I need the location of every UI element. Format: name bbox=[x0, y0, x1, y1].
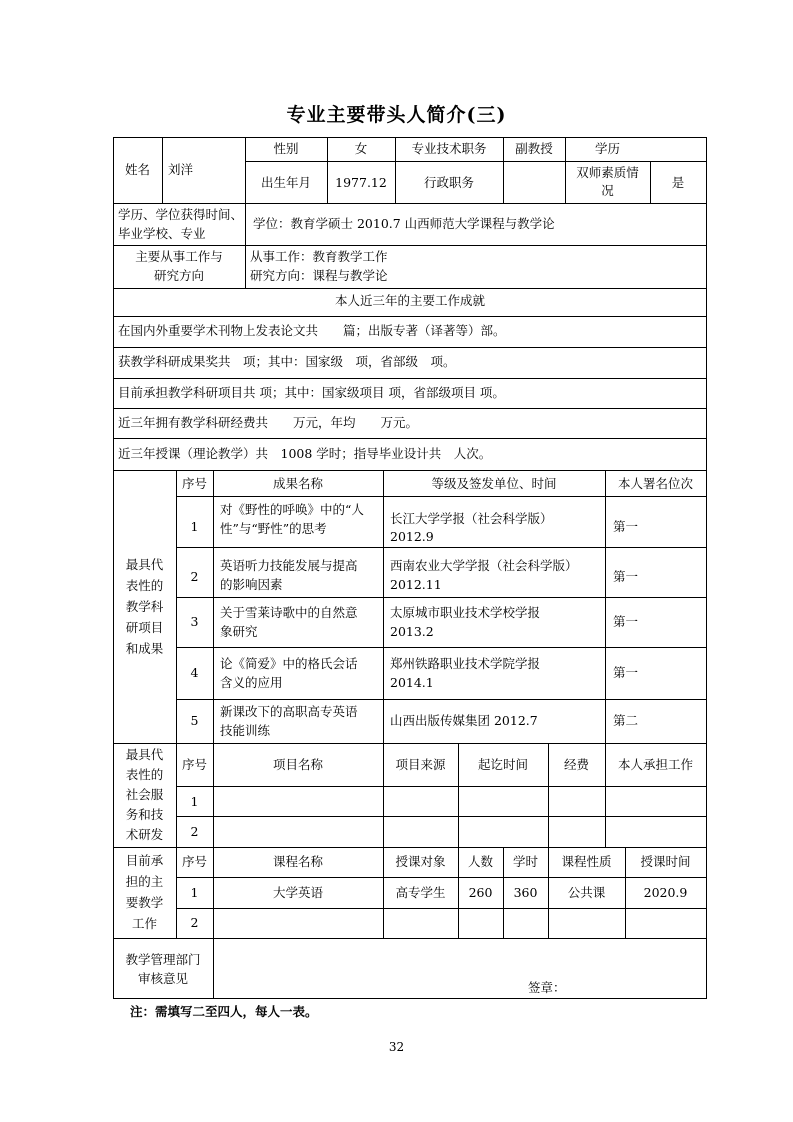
teaching-header-no: 序号 bbox=[181, 854, 207, 869]
rep-row-name-line1: 新课改下的高职高专英语 bbox=[220, 704, 358, 719]
review-label-line1: 教学管理部门 bbox=[125, 952, 201, 967]
dual-label-line1: 双师素质情 bbox=[576, 165, 639, 180]
teaching-header-time: 授课时间 bbox=[640, 854, 691, 869]
rep-header-rank: 本人署名位次 bbox=[617, 476, 693, 491]
teaching-row-no: 2 bbox=[190, 915, 199, 930]
birth-value: 1977.12 bbox=[335, 175, 387, 190]
research-field: 研究方向：课程与教学论 bbox=[250, 268, 388, 283]
social-header-role: 本人承担工作 bbox=[617, 757, 693, 772]
teaching-row-time: 2020.9 bbox=[643, 885, 688, 900]
degree-label-line2: 毕业学校、专业 bbox=[118, 226, 206, 241]
rep-row-name-line2: 象研究 bbox=[220, 624, 258, 639]
birth-label: 出生年月 bbox=[260, 175, 311, 190]
page-number: 32 bbox=[388, 1040, 405, 1054]
rep-row-name-line1: 论《简爱》中的格氏会话 bbox=[220, 656, 358, 671]
dual-label-line2: 况 bbox=[601, 183, 614, 198]
name-value: 刘洋 bbox=[168, 162, 194, 177]
rep-row-no: 1 bbox=[190, 519, 199, 534]
rep-row-unit-line1: 西南农业大学学报（社会科学版） bbox=[390, 558, 578, 573]
rep-row-no: 4 bbox=[190, 665, 199, 680]
name-label: 姓名 bbox=[124, 162, 150, 177]
social-label-4: 务和技 bbox=[125, 807, 164, 822]
rep-row-unit-line2: 2012.11 bbox=[390, 577, 442, 592]
achievement-line: 目前承担教学科研项目共 项；其中：国家级项目 项，省部级项目 项。 bbox=[118, 385, 505, 400]
rep-row-unit-line1: 长江大学学报（社会科学版） bbox=[390, 511, 553, 526]
rep-row-no: 2 bbox=[190, 569, 199, 584]
footnote: 注：需填写二至四人，每人一表。 bbox=[130, 1004, 318, 1019]
rep-row-rank: 第一 bbox=[613, 569, 639, 584]
social-label-3: 社会服 bbox=[125, 787, 164, 802]
tech-title-label: 专业技术职务 bbox=[411, 141, 487, 156]
work-label-line1: 主要从事工作与 bbox=[135, 249, 223, 264]
teaching-row-count: 260 bbox=[468, 885, 493, 900]
teaching-header-course: 课程名称 bbox=[272, 854, 323, 869]
teaching-label-2: 担的主 bbox=[125, 874, 164, 889]
education-label: 学历 bbox=[594, 141, 620, 156]
rep-row-name-line2: 含义的应用 bbox=[220, 675, 283, 690]
signature-label: 签章： bbox=[528, 980, 566, 995]
gender-value: 女 bbox=[354, 141, 368, 156]
teaching-header-hours: 学时 bbox=[512, 854, 538, 869]
social-header-source: 项目来源 bbox=[395, 757, 446, 772]
rep-label-1: 最具代 bbox=[125, 557, 164, 572]
page-title: 专业主要带头人简介(三) bbox=[286, 104, 507, 126]
rep-row-unit-line2: 2014.1 bbox=[390, 675, 434, 690]
rep-header-name: 成果名称 bbox=[272, 476, 323, 491]
degree-label-line1: 学历、学位获得时间、 bbox=[118, 207, 244, 222]
teaching-row-no: 1 bbox=[190, 885, 199, 900]
gender-label: 性别 bbox=[273, 141, 299, 156]
dual-value: 是 bbox=[671, 175, 685, 190]
teaching-label-1: 目前承 bbox=[125, 853, 164, 868]
rep-row-rank: 第一 bbox=[613, 519, 639, 534]
social-row-no: 2 bbox=[190, 824, 199, 839]
social-label-1: 最具代 bbox=[125, 747, 164, 762]
teaching-header-count: 人数 bbox=[467, 854, 493, 869]
rep-row-unit-line2: 2013.2 bbox=[390, 624, 434, 639]
social-header-period: 起讫时间 bbox=[477, 757, 528, 772]
achievement-line: 近三年授课（理论教学）共 1008 学时；指导毕业设计共 人次。 bbox=[118, 446, 492, 461]
rep-row-name-line2: 技能训练 bbox=[220, 723, 271, 738]
rep-label-2: 表性的 bbox=[125, 578, 164, 593]
achievements-header: 本人近三年的主要工作成就 bbox=[334, 293, 485, 308]
rep-row-unit-line1: 太原城市职业技术学校学报 bbox=[390, 605, 541, 620]
rep-row-name-line2: 的影响因素 bbox=[220, 577, 283, 592]
tech-title-value: 副教授 bbox=[515, 141, 553, 156]
social-header-funding: 经费 bbox=[563, 757, 589, 772]
achievement-line: 在国内外重要学术刊物上发表论文共 篇；出版专著（译著等）部。 bbox=[118, 323, 506, 338]
degree-value: 学位：教育学硕士 2010.7 山西师范大学课程与教学论 bbox=[253, 216, 555, 231]
rep-label-4: 研项目 bbox=[125, 620, 164, 635]
rep-row-unit-line2: 2012.9 bbox=[390, 529, 434, 544]
teaching-label-4: 工作 bbox=[131, 916, 157, 931]
teaching-row-hours: 360 bbox=[513, 885, 538, 900]
rep-label-5: 和成果 bbox=[125, 641, 164, 656]
rep-row-unit-line1: 郑州铁路职业技术学院学报 bbox=[390, 656, 541, 671]
rep-row-name-line1: 关于雪莱诗歌中的自然意 bbox=[220, 605, 358, 620]
rep-row-no: 3 bbox=[190, 614, 199, 629]
rep-row-name-line1: 对《野性的呼唤》中的“人 bbox=[220, 502, 364, 517]
teaching-label-3: 要教学 bbox=[125, 895, 164, 910]
rep-row-no: 5 bbox=[190, 713, 199, 728]
review-label-line2: 审核意见 bbox=[137, 971, 188, 986]
teaching-header-nature: 课程性质 bbox=[561, 854, 612, 869]
social-label-2: 表性的 bbox=[125, 767, 164, 782]
rep-row-rank: 第一 bbox=[613, 614, 639, 629]
work-field: 从事工作：教育教学工作 bbox=[250, 249, 388, 264]
social-header-name: 项目名称 bbox=[272, 757, 323, 772]
rep-header-unit: 等级及签发单位、时间 bbox=[431, 476, 557, 491]
teaching-row-course: 大学英语 bbox=[272, 885, 323, 900]
rep-header-no: 序号 bbox=[181, 476, 207, 491]
rep-row-name-line2: 性”与“野性”的思考 bbox=[220, 521, 327, 536]
rep-row-rank: 第一 bbox=[613, 665, 639, 680]
rep-row-name-line1: 英语听力技能发展与提高 bbox=[220, 558, 358, 573]
achievement-line: 近三年拥有教学科研经费共 万元，年均 万元。 bbox=[118, 415, 419, 430]
achievement-line: 获教学科研成果奖共 项；其中：国家级 项，省部级 项。 bbox=[118, 354, 456, 369]
work-label-line2: 研究方向 bbox=[153, 268, 204, 283]
teaching-row-nature: 公共课 bbox=[567, 885, 606, 900]
social-header-no: 序号 bbox=[181, 757, 207, 772]
social-label-5: 术研发 bbox=[125, 827, 164, 842]
rep-row-unit: 山西出版传媒集团 2012.7 bbox=[390, 713, 538, 728]
teaching-row-target: 高专学生 bbox=[395, 885, 446, 900]
social-row-no: 1 bbox=[190, 794, 199, 809]
admin-title-label: 行政职务 bbox=[423, 175, 474, 190]
rep-row-rank: 第二 bbox=[613, 713, 639, 728]
teaching-header-target: 授课对象 bbox=[395, 854, 446, 869]
rep-label-3: 教学科 bbox=[125, 599, 164, 614]
